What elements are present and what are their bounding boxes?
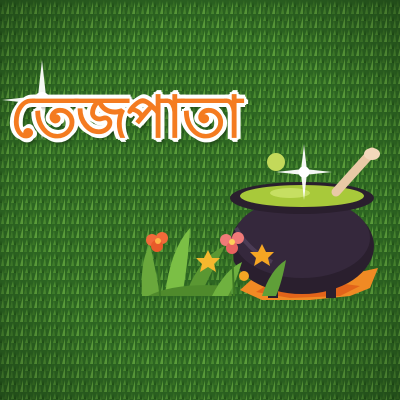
sticker-title: তেজপাতা bbox=[10, 83, 242, 151]
